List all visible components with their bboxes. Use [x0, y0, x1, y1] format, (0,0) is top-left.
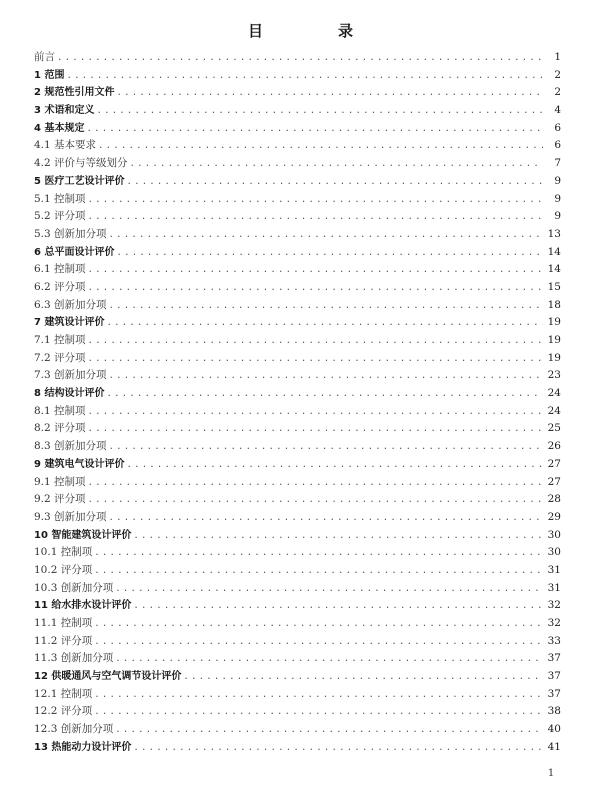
toc-section-entry[interactable] [34, 650, 561, 668]
toc-entry-label: 6 总平面设计评价 [34, 246, 115, 258]
toc-dot-leader [88, 280, 543, 298]
toc-dot-leader [109, 439, 543, 457]
toc-entry-page-number: 27 [547, 475, 561, 488]
toc-section-entry[interactable] [34, 703, 561, 721]
toc-entry-page-number: 32 [547, 599, 561, 612]
toc-dot-leader [66, 68, 543, 86]
toc-dot-leader [94, 634, 543, 652]
toc-chapter-entry[interactable] [34, 456, 561, 474]
toc-section-entry[interactable] [34, 155, 561, 173]
toc-entry-page-number: 23 [547, 369, 561, 382]
toc-entry-page-number: 18 [547, 298, 561, 311]
toc-section-entry[interactable] [34, 633, 561, 651]
toc-section-entry[interactable] [34, 350, 561, 368]
toc-entry-page-number: 1 [554, 51, 561, 63]
toc-entry-label: 11 给水排水设计评价 [34, 600, 132, 612]
toc-entry-page-number: 31 [547, 563, 561, 576]
toc-dot-leader [115, 581, 543, 599]
toc-dot-leader [183, 669, 543, 687]
toc-entry-label: 9.2 评分项 [34, 493, 86, 506]
toc-section-entry[interactable] [34, 261, 561, 279]
toc-entry-label: 前言 [34, 51, 55, 63]
toc-entry-label: 8 结构设计评价 [34, 388, 105, 400]
toc-entry-label: 8.2 评分项 [34, 422, 86, 435]
toc-dot-leader [88, 421, 543, 439]
toc-entry-page-number: 14 [547, 263, 561, 276]
toc-entry-label: 6.3 创新加分项 [34, 298, 107, 311]
toc-entry-label: 10.1 控制项 [34, 546, 93, 559]
toc-chapter-entry[interactable] [34, 173, 561, 191]
toc-entry-label: 4 基本规定 [34, 122, 85, 134]
toc-section-entry[interactable] [34, 137, 561, 155]
toc-chapter-entry[interactable] [34, 84, 561, 102]
toc-chapter-entry[interactable] [34, 244, 561, 262]
toc-dot-leader [94, 704, 543, 722]
toc-entry-label: 7.1 控制项 [34, 334, 86, 346]
toc-entry-label: 12.2 评分项 [34, 705, 93, 718]
toc-entry-label: 4.2 评价与等级划分 [34, 157, 128, 170]
toc-entry-label: 12.3 创新加分项 [34, 723, 114, 736]
toc-section-entry[interactable] [34, 544, 561, 562]
toc-dot-leader [133, 528, 543, 546]
toc-chapter-entry[interactable] [34, 120, 561, 138]
toc-entry-page-number: 41 [547, 740, 561, 753]
toc-entry-label: 12.1 控制项 [34, 687, 93, 700]
toc-dot-leader [116, 85, 543, 103]
toc-entry-label: 10.3 创新加分项 [34, 581, 114, 594]
toc-section-entry[interactable] [34, 474, 561, 492]
toc-entry-page-number: 6 [554, 121, 561, 134]
toc-chapter-entry[interactable] [34, 527, 561, 545]
toc-entry-label: 5.1 控制项 [34, 192, 86, 205]
toc-entry-label: 9.3 创新加分项 [34, 510, 107, 523]
toc-dot-leader [88, 475, 543, 493]
toc-entry-label: 9 建筑电气设计评价 [34, 458, 125, 470]
toc-dot-leader [94, 563, 543, 581]
toc-entry-page-number: 7 [554, 157, 561, 170]
toc-dot-leader [109, 227, 543, 245]
toc-chapter-entry[interactable] [34, 102, 561, 120]
toc-dot-leader [106, 386, 543, 404]
toc-dot-leader [116, 245, 543, 263]
toc-entry-page-number: 2 [554, 86, 561, 99]
toc-chapter-entry[interactable] [34, 668, 561, 686]
toc-entry-label: 1 范围 [34, 69, 65, 81]
toc-section-entry[interactable] [34, 297, 561, 315]
toc-entry-label: 3 术语和定义 [34, 105, 95, 117]
page-title: 目 录 [247, 22, 383, 40]
toc-entry-label: 8.3 创新加分项 [34, 440, 107, 453]
toc-section-entry[interactable] [34, 615, 561, 633]
toc-chapter-entry[interactable] [34, 67, 561, 85]
toc-entry-page-number: 40 [547, 723, 561, 736]
toc-section-entry[interactable] [34, 226, 561, 244]
toc-dot-leader [115, 651, 543, 669]
toc-entry-page-number: 19 [547, 351, 561, 364]
toc-dot-leader [88, 262, 543, 280]
toc-section-entry[interactable] [34, 208, 561, 226]
toc-dot-leader [88, 404, 543, 422]
toc-entry-label: 11.2 评分项 [34, 634, 93, 647]
toc-dot-leader [126, 457, 543, 475]
toc-entry-label: 10.2 评分项 [34, 563, 93, 576]
toc-entry-page-number: 19 [547, 334, 561, 346]
toc-entry-page-number: 32 [547, 617, 561, 629]
toc-entry-page-number: 25 [547, 422, 561, 435]
toc-entry-page-number: 37 [547, 687, 561, 700]
toc-entry-page-number: 37 [547, 652, 561, 665]
toc-entry-label: 11.1 控制项 [34, 617, 93, 629]
toc-chapter-entry[interactable] [34, 597, 561, 615]
toc-entry-page-number: 2 [554, 68, 561, 81]
toc-section-entry[interactable] [34, 191, 561, 209]
toc-entry-page-number: 30 [547, 528, 561, 541]
toc-entry-label: 4.1 基本要求 [34, 139, 97, 152]
toc-section-entry[interactable] [34, 438, 561, 456]
toc-entry-page-number: 14 [547, 245, 561, 258]
toc-dot-leader [88, 333, 543, 351]
toc-entry-label: 2 规范性引用文件 [34, 87, 115, 99]
toc-entry-page-number: 30 [547, 546, 561, 559]
toc-section-entry[interactable] [34, 403, 561, 421]
toc-dot-leader [94, 616, 543, 634]
toc-entry-page-number: 27 [547, 457, 561, 470]
toc-entry-label: 7.2 评分项 [34, 351, 86, 364]
toc-section-entry[interactable] [34, 491, 561, 509]
toc-section-entry[interactable] [34, 509, 561, 527]
toc-section-entry[interactable] [34, 367, 561, 385]
toc-entry-label: 8.1 控制项 [34, 404, 86, 417]
toc-entry-page-number: 26 [547, 440, 561, 453]
toc-entry-page-number: 6 [554, 139, 561, 152]
toc-section-entry[interactable] [34, 279, 561, 297]
toc-dot-leader [133, 598, 543, 616]
toc-entry-label: 10 智能建筑设计评价 [34, 529, 132, 541]
toc-dot-leader [115, 722, 543, 740]
toc-entry-page-number: 15 [547, 280, 561, 293]
toc-dot-leader [88, 192, 543, 210]
toc-dot-leader [133, 740, 543, 758]
toc-entry-page-number: 4 [554, 104, 561, 117]
toc-chapter-entry[interactable] [34, 385, 561, 403]
toc-dot-leader [57, 50, 543, 68]
toc-entry-page-number: 28 [547, 493, 561, 506]
toc-entry-page-number: 9 [554, 192, 561, 205]
toc-dot-leader [130, 156, 543, 174]
toc-entry-label: 7 建筑设计评价 [34, 317, 105, 329]
toc-section-entry[interactable] [34, 332, 561, 350]
toc-dot-leader [109, 368, 543, 386]
toc-dot-leader [94, 545, 543, 563]
toc-section-entry[interactable] [34, 562, 561, 580]
toc-entry-page-number: 29 [547, 510, 561, 523]
toc-section-entry[interactable] [34, 686, 561, 704]
toc-entry-page-number: 13 [547, 227, 561, 240]
toc-entry-label: 6.2 评分项 [34, 280, 86, 293]
toc-entry-page-number: 19 [547, 316, 561, 329]
toc-dot-leader [88, 209, 543, 227]
toc-entry-page-number: 9 [554, 174, 561, 187]
toc-section-entry[interactable] [34, 49, 561, 67]
toc-entry-page-number: 38 [547, 705, 561, 718]
toc-entry-label: 5.3 创新加分项 [34, 227, 107, 240]
toc-entry-label: 5 医疗工艺设计评价 [34, 175, 125, 187]
toc-section-entry[interactable] [34, 721, 561, 739]
toc-entry-page-number: 31 [547, 581, 561, 594]
toc-dot-leader [109, 510, 543, 528]
toc-entry-label: 7.3 创新加分项 [34, 369, 107, 382]
toc-entry-label: 11.3 创新加分项 [34, 652, 114, 665]
toc-dot-leader [86, 121, 543, 139]
toc-entry-page-number: 24 [547, 387, 561, 400]
toc-dot-leader [94, 687, 543, 705]
toc-dot-leader [98, 138, 543, 156]
toc-entry-page-number: 24 [547, 404, 561, 417]
toc-entry-label: 5.2 评分项 [34, 210, 86, 223]
toc-dot-leader [106, 315, 543, 333]
toc-dot-leader [88, 492, 543, 510]
toc-section-entry[interactable] [34, 420, 561, 438]
toc-entry-label: 6.1 控制项 [34, 263, 86, 276]
toc-entry-page-number: 37 [547, 670, 561, 683]
toc-chapter-entry[interactable] [34, 314, 561, 332]
toc-dot-leader [88, 351, 543, 369]
toc-chapter-entry[interactable] [34, 739, 561, 757]
toc-dot-leader [126, 174, 543, 192]
toc-section-entry[interactable] [34, 580, 561, 598]
footer-page-number: 1 [547, 768, 555, 779]
toc-dot-leader [96, 103, 543, 121]
toc-entry-label: 9.1 控制项 [34, 475, 86, 488]
toc-entry-label: 12 供暖通风与空气调节设计评价 [34, 671, 182, 683]
table-of-contents [34, 49, 561, 757]
toc-entry-label: 13 热能动力设计评价 [34, 741, 132, 753]
toc-dot-leader [109, 298, 543, 316]
toc-entry-page-number: 33 [547, 634, 561, 647]
toc-entry-page-number: 9 [554, 210, 561, 223]
